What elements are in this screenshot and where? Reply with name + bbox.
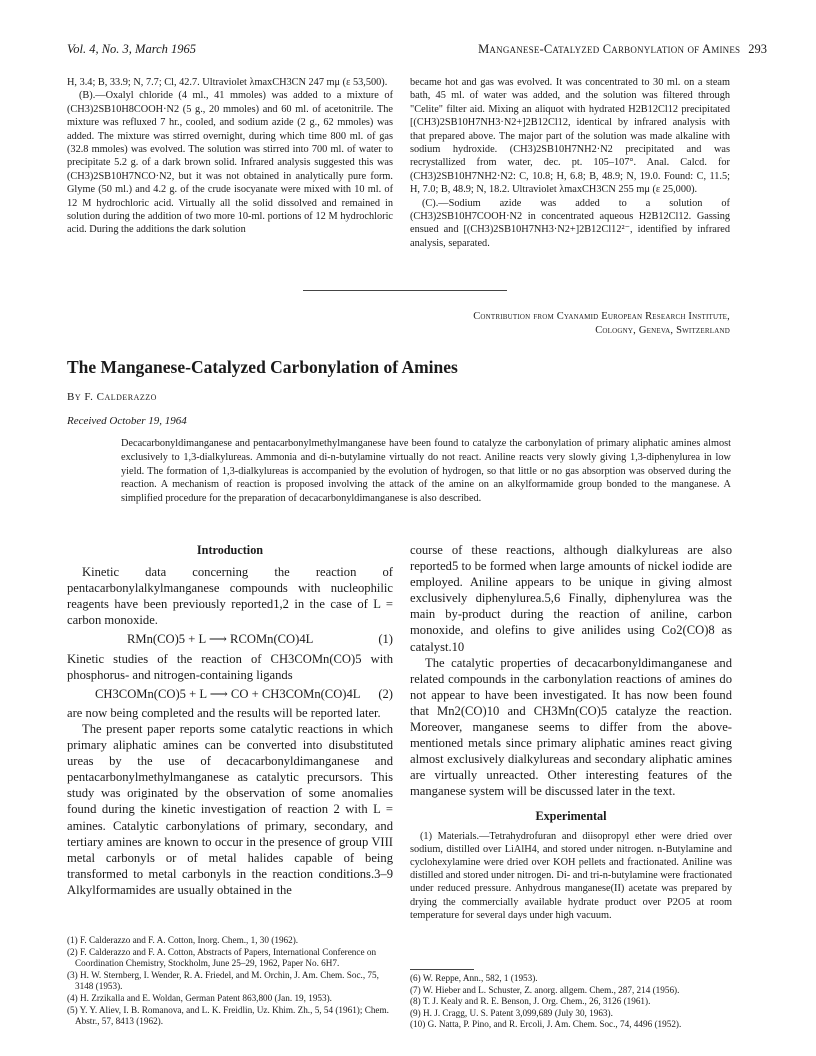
previous-article-paragraph: became hot and gas was evolved. It was concentrated to 30 ml. on a steam bath, 45 ml. of water was added, and the solution was filtered through "Celite" filter aid. Mixing an aliquot with hydrated H2B12Cl12 precipitated [(CH3)2SB10H7NH3·N2+]2B12Cl12, identical by infrared analysis with that prepared above. The major part of the solution was made alkaline with sodium hydroxide. (CH3)2SB10H7NH2·N2 precipitated and was recrystallized from water, dec. pt. 105–107°. Anal. Calcd. for (CH3)2SB10H7NH2·N2: C, 10.8; H, 6.8; B, 48.9; N, 19.0. Found: C, 11.5; H, 7.0; B, 48.9; N, 18.2. Ultraviolet λmaxCH3CN 255 mμ (ε 25,000). — [410, 77, 730, 196]
body-right-column — [410, 542, 732, 922]
footnote: (7) W. Hieber and L. Schuster, Z. anorg. allgem. Chem., 287, 214 (1956). — [410, 984, 680, 995]
footnote: (10) G. Natta, P. Pino, and R. Ercoli, J. Am. Chem. Soc., 74, 4496 (1952). — [410, 1019, 682, 1030]
footnote: (9) H. J. Cragg, U. S. Patent 3,099,689 (July 30, 1963). — [410, 1007, 613, 1018]
author-name: F. Calderazzo — [84, 391, 157, 403]
running-title-block — [478, 42, 767, 57]
previous-article-paragraph: (C).—Sodium azide was added to a solution of (CH3)2SB10H7COOH·N2 in concentrated aqueous H2B12Cl12. Gassing ensued and [(CH3)2SB10H7NH3·N2+]2B12Cl12²⁻, identified by infrared analysis, separated. — [410, 197, 730, 249]
footnote: (3) H. W. Sternberg, I. Wender, R. A. Friedel, and M. Orchin, J. Am. Chem. Soc., 75, 3148 (1953). — [67, 969, 379, 992]
equation-number: (2) — [378, 686, 393, 701]
journal-volume-issue: Vol. 4, No. 3, March 1965 — [67, 42, 197, 56]
experimental-text — [410, 830, 732, 922]
section-heading: Introduction — [196, 543, 264, 557]
page-number: 293 — [748, 42, 767, 56]
body-paragraph: Kinetic data concerning the reaction of pentacarbonylalkylmanganese compounds with nucleophilic reagents have been previously reported1,2 in the case of L = carbon monoxide. — [67, 565, 393, 628]
running-title: Manganese-Catalyzed Carbonylation of Amines — [478, 42, 741, 56]
affiliation-line: Contribution from Cyanamid European Research Institute, — [473, 311, 730, 322]
equation — [67, 628, 393, 650]
affiliation-line: Cologny, Geneva, Switzerland — [595, 325, 730, 336]
section-heading: Experimental — [535, 808, 607, 823]
body-paragraph: (1) Materials.—Tetrahydrofuran and diisopropyl ether were dried over sodium, distilled over LiAlH4, and stored under nitrogen. n-Butylamine and cyclohexylamine were dried over KOH pellets and fractionated. Aniline was distilled and stored under nitrogen. Di- and tri-n-butylamine were fractionated under reduced pressure. Anhydrous manganese(II) acetate was prepared by drying the commercially available hydrate product over P2O5 at room temperature for several days under high vacuum. — [410, 830, 732, 921]
footnote-divider — [410, 969, 474, 970]
previous-article-left-column — [67, 76, 393, 237]
footnote: (5) Y. Y. Aliev, I. B. Romanova, and L. K. Freidlin, Uz. Khim. Zh., 5, 54 (1961); Chem. Abstr., 57, 8413 (1962). — [67, 1004, 389, 1027]
equation-number: (1) — [378, 632, 393, 647]
equation-text: RMn(CO)5 + L ⟶ RCOMn(CO)4L — [127, 632, 314, 647]
abstract: Decacarbonyldimanganese and pentacarbonylmethylmanganese have been found to catalyze the carbonylation of primary aliphatic amines almost exclusively to 1,3-dialkylureas. Ammonia and di-n-butylamine virtually do not react. Aniline reacts very slowly giving 1,3-diphenylurea in low yield. The formation of 1,3-dialkylureas is accompanied by the evolution of hydrogen, so that little or no gas absorption was observed during the reaction. A mechanism of reaction is proposed involving the attack of the amine on an alkylformamide group bonded to the manganese. A simplified procedure for the preparation of decacarbonyldimanganese is also described. — [121, 438, 731, 505]
equation-text: CH3COMn(CO)5 + L ⟶ CO + CH3COMn(CO)4L — [95, 686, 361, 701]
footnote: (8) T. J. Kealy and R. E. Benson, J. Org. Chem., 26, 3126 (1961). — [410, 996, 651, 1007]
contribution-affiliation — [330, 310, 730, 338]
running-header — [67, 42, 767, 60]
footnote: (2) F. Calderazzo and F. A. Cotton, Abstracts of Papers, International Conference on Coordination Chemistry, Stockholm, June 25–29, 1962, Paper No. 6H7. — [67, 946, 377, 969]
footnote: (1) F. Calderazzo and F. A. Cotton, Inorg. Chem., 1, 30 (1962). — [67, 935, 299, 945]
body-paragraph: The catalytic properties of decacarbonyldimanganese and related compounds in the carbonylation reactions of amines do not appear to have been investigated. It has now been found that Mn2(CO)10 and CH3Mn(CO)5 catalyze the reaction. Moreover, manganese seems to differ from the above-mentioned metals since primary aliphatic amines react giving almost exclusively dialkylureas and secondary aliphatic amines are virtually unreacted. Other interesting features of the manganese system will be discussed later in the text. — [410, 655, 732, 799]
byline-prefix: By — [67, 391, 82, 403]
body-paragraph: are now being completed and the results will be reported later. — [67, 705, 381, 720]
footnote: (6) W. Reppe, Ann., 582, 1 (1953). — [410, 973, 538, 983]
body-paragraph: Kinetic studies of the reaction of CH3COMn(CO)5 with phosphorus- and nitrogen-containing ligands — [67, 651, 393, 682]
body-paragraph: course of these reactions, although dialkylureas are also reported5 to be formed when large amounts of nickel iodide are employed. Aniline appears to be unique in giving almost exclusively diphenylurea.5,6 Finally, diphenylurea was the main by-product during the reaction of aniline, carbon monoxide, and olefins to give anilides using Co2(CO)8 as catalyst.10 — [410, 543, 732, 654]
previous-article-right-column — [410, 76, 730, 250]
footnote: (4) H. Zrzikalla and E. Woldan, German Patent 863,800 (Jan. 19, 1953). — [67, 992, 332, 1003]
body-paragraph: The present paper reports some catalytic reactions in which primary aliphatic amines can be converted into disubstituted ureas by the use of decacarbonyldimanganese and pentacarbonylmethylmanganese as catalytic precursors. This study was originated by the observation of some anomalies found during the kinetic investigation of reaction 2 with L = amines. Catalytic carbonylations of primary, secondary, and tertiary amines are known to occur in the presence of group VIII metal carbonyls or of metal halides capable of being transformed to metal carbonyls in the reaction conditions.3–9 Alkylformamides are usually obtained in the — [67, 721, 393, 897]
equation — [67, 683, 393, 705]
section-divider — [303, 290, 507, 291]
body-left-column — [67, 542, 393, 898]
footnotes-right — [410, 965, 732, 1031]
footnotes-left — [67, 935, 393, 1028]
previous-article-paragraph: (B).—Oxalyl chloride (4 ml., 41 mmoles) was added to a mixture of (CH3)2SB10H8COOH·N2 (5 g., 20 mmoles) and 60 ml. of acetonitrile. The mixture was refluxed 7 hr., cooled, and sodium azide (2 g., 62 mmoles) was added. The mixture was stirred overnight, during which time 800 ml. of gas (32.8 mmoles) was evolved. The solution was stirred into 700 ml. of water to precipitate 5.2 g. of a dark brown solid. Infrared analysis suggested this was (CH3)2SB10H7NCO·N2, but it was not obtained in analytically pure form. Glyme (50 ml.) and 4.2 g. of the crude isocyanate were mixed with 10 ml. of 12 M hydrochloric acid. Virtually all the solid dissolved and remained in solution during the addition of two more 10-ml. portions of 12 M hydrochloric acid. During the additions the dark solution — [67, 90, 393, 236]
article-title: The Manganese-Catalyzed Carbonylation of Amines — [67, 357, 458, 377]
received-date: Received October 19, 1964 — [67, 415, 187, 427]
byline — [67, 391, 157, 403]
previous-article-paragraph: H, 3.4; B, 33.9; N, 7.7; Cl, 42.7. Ultraviolet λmaxCH3CN 247 mμ (ε 53,500). — [67, 77, 388, 88]
